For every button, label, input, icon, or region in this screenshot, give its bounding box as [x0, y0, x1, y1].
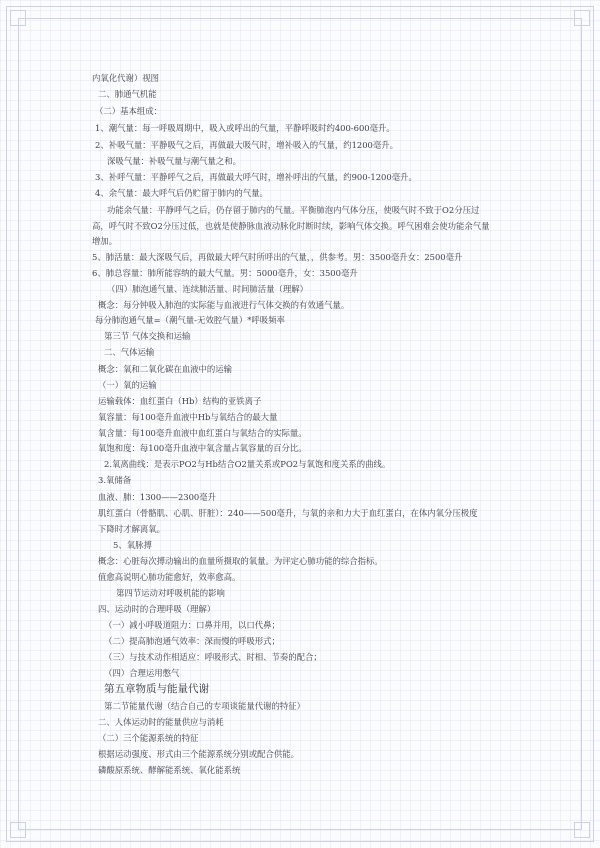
text-line: 血液、肺：1300——2300毫升 — [98, 492, 217, 502]
list-item: （二）提高肺泡通气效率：深而慢的呼吸形式； — [104, 636, 280, 646]
text-line: 运输载体：血红蛋白（Hb）结构的亚铁离子 — [98, 396, 262, 406]
text-line: 氧含量：每100毫升血液中血红蛋白与氧结合的实际量。 — [98, 428, 307, 438]
text-line: 氧饱和度：每100毫升血液中氧含量占氧容量的百分比。 — [98, 443, 307, 453]
subsection-heading: 3.氧储备 — [98, 475, 132, 485]
text-line: 值愈高说明心肺功能愈好，效率愈高。 — [98, 572, 241, 582]
section-heading: 第二节能量代谢（结合自己的专项谈能量代谢的特征） — [104, 701, 305, 711]
text-line: 下降时才解离氧。 — [98, 524, 165, 534]
subsection-heading: 5、氧脉搏 — [113, 540, 152, 550]
text-line: 氧容量：每100毫升血液中Hb与氧结合的最大量 — [98, 412, 278, 422]
section-heading: 第四节运动对呼吸机能的影响 — [116, 588, 225, 598]
section-heading: 二、人体运动时的能量供应与消耗 — [98, 717, 224, 727]
text-line: 磷酸原系统、酵解能系统、氧化能系统 — [98, 765, 241, 775]
section-heading: 二、气体运输 — [104, 347, 155, 357]
section-heading: 四、运动时的合理呼吸（理解） — [98, 604, 216, 614]
text-line: 4、余气量：最大呼气后仍贮留于肺内的气量。 — [95, 188, 268, 198]
text-line: 深吸气量：补吸气量与潮气量之和。 — [107, 156, 241, 166]
text-line: 5、肺活量：最大深吸气后，再做最大呼气时所呼出的气量，，供参考。男：3500毫升女：2500毫升 — [92, 252, 463, 262]
subsection-heading: （四）肺泡通气量、连续肺活量、时间肺活量（理解） — [107, 284, 308, 294]
subsection-heading: （二）三个能源系统的特征 — [98, 733, 199, 743]
text-line: 肌红蛋白（骨骼肌、心肌、肝脏）：240——500毫升，与氧的亲和力大于血红蛋白，在体内氧分压极度 — [98, 508, 478, 518]
subsection-heading: （一）氧的运输 — [98, 380, 157, 390]
list-item: （四）合理运用憋气 — [104, 668, 180, 678]
text-line: 2、补吸气量：平静吸气之后，再做最大吸气时，增补吸入的气量，约1200毫升。 — [95, 140, 399, 150]
text-line: 2.氧离曲线：是表示PO2与Hb结合O2量关系或PO2与氧饱和度关系的曲线。 — [104, 459, 391, 469]
section-heading: 第三节 气体交换和运输 — [104, 331, 191, 341]
text-line: 高，呼气时不致O2分压过低，也就是使静脉血液动脉化时断时续，影响气体交换。呼气困难会使功能余气量 — [92, 221, 490, 231]
text-line: 内氧化代谢）视图 — [92, 73, 159, 83]
list-item: （三）与技术动作相适应：呼吸形式、时相、节奏的配合； — [104, 652, 322, 662]
text-line: 6、肺总容量：肺所能容纳的最大气量。男：5000毫升，女：3500毫升 — [92, 268, 358, 278]
text-line: 概念：氧和二氧化碳在血液中的运输 — [98, 364, 232, 374]
text-line: 每分肺泡通气量=（潮气量-无效腔气量）*呼吸频率 — [95, 315, 285, 325]
text-line: 增加。 — [92, 236, 118, 246]
text-line: 功能余气量：平静呼气之后，仍存留于肺内的气量。平衡肺泡内气体分压，使吸气时不致于O2分压过 — [107, 205, 480, 215]
text-line: 概念：心脏每次搏动输出的血量所摄取的氧量。为评定心肺功能的综合指标。 — [98, 556, 383, 566]
text-line: 3、补呼气量：平静呼气之后，再做最大呼气时，增补呼出的气量，约900-1200毫升。 — [95, 172, 417, 182]
text-line: 根据运动强度、形式由三个能源系统分别或配合供能。 — [98, 749, 299, 759]
chapter-heading: 第五章物质与能量代谢 — [104, 683, 209, 695]
list-item: （一）减小呼吸道阻力：口鼻并用，以口代鼻； — [104, 620, 280, 630]
text-line: 概念：每分钟吸入肺泡的实际能与血液进行气体交换的有效通气量。 — [98, 300, 350, 310]
subsection-heading: （二）基本组成： — [95, 106, 162, 116]
text-line: 1、潮气量：每一呼吸周期中，吸入或呼出的气量，平静呼吸时约400-600毫升。 — [95, 123, 395, 133]
section-heading: 二、肺通气机能 — [98, 89, 157, 99]
